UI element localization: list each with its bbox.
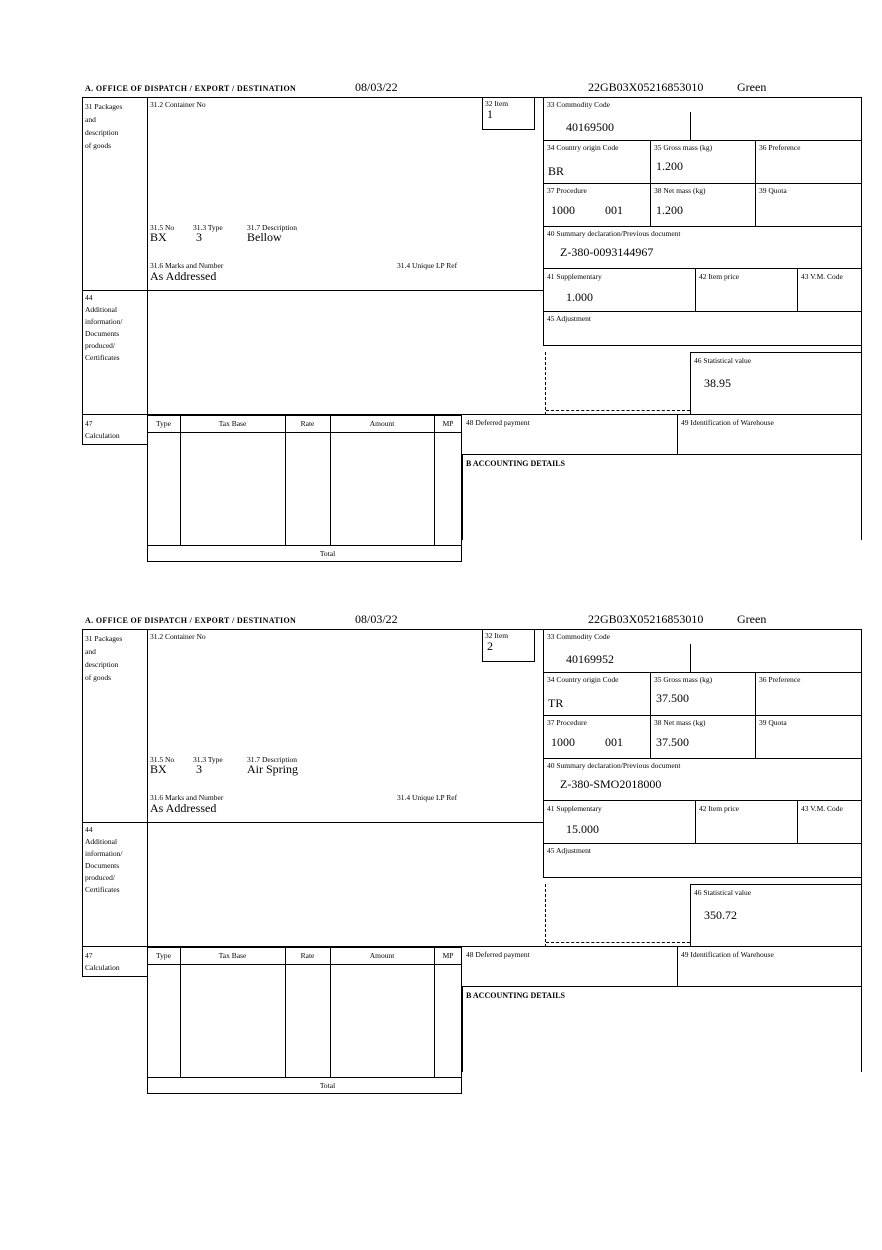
net-mass-label: 38 Net mass (kg) bbox=[654, 186, 706, 195]
package-type-value: 3 bbox=[196, 762, 202, 776]
rule-table-col bbox=[330, 947, 331, 1077]
box47-label-line: Calculation bbox=[85, 963, 120, 972]
marks-number-label: 31.6 Marks and Number bbox=[150, 261, 224, 270]
item-number-value: 1 bbox=[487, 107, 493, 121]
box31-label-line: 31 Packages bbox=[85, 102, 123, 111]
rule-left-column bbox=[147, 629, 148, 947]
gross-mass-label: 35 Gross mass (kg) bbox=[654, 675, 713, 684]
rule-table-header bbox=[147, 964, 462, 965]
unique-lp-ref-label: 31.4 Unique LP Ref bbox=[397, 793, 458, 802]
rule-left-column bbox=[147, 97, 148, 415]
box31-label-line: of goods bbox=[85, 673, 112, 682]
summary-declaration-value: Z-380-0093144967 bbox=[560, 245, 654, 259]
rule bbox=[543, 843, 862, 844]
country-origin-value: BR bbox=[548, 164, 565, 178]
rule-table-col bbox=[434, 947, 435, 1077]
description-label: 31.7 Description bbox=[247, 223, 297, 232]
col-header-mp: MP bbox=[442, 951, 454, 960]
col-header-rate: Rate bbox=[300, 951, 315, 960]
rule bbox=[650, 140, 651, 226]
package-type-value: 3 bbox=[196, 230, 202, 244]
vm-code-label: 43 V.M. Code bbox=[801, 804, 843, 813]
marks-value: As Addressed bbox=[150, 801, 217, 815]
warehouse-label: 49 Identification of Warehouse bbox=[681, 950, 774, 959]
box44-label-line: Certificates bbox=[85, 885, 120, 894]
packages-no-label: 31.5 No bbox=[150, 223, 175, 232]
accounting-details-label: B ACCOUNTING DETAILS bbox=[466, 991, 565, 1000]
statistical-value-label: 46 Statistical value bbox=[694, 888, 752, 897]
box44-label-line: 44 bbox=[85, 293, 93, 302]
adjustment-label: 45 Adjustment bbox=[547, 314, 591, 323]
box44-label-line: 44 bbox=[85, 825, 93, 834]
gross-mass-value: 37.500 bbox=[656, 691, 689, 705]
preference-label: 36 Preference bbox=[759, 675, 801, 684]
marks-value: As Addressed bbox=[150, 269, 217, 283]
box44-label-line: Certificates bbox=[85, 353, 120, 362]
supplementary-value: 15.000 bbox=[566, 822, 599, 836]
box31-label bbox=[85, 632, 143, 684]
rule-table-col bbox=[180, 947, 181, 1077]
gross-mass-value: 1.200 bbox=[656, 159, 683, 173]
box44-label-line: Documents bbox=[85, 329, 120, 338]
quota-label: 39 Quota bbox=[759, 186, 787, 195]
deferred-payment-label: 48 Deferred payment bbox=[466, 950, 530, 959]
item-price-label: 42 Item price bbox=[699, 804, 739, 813]
item-number-value: 2 bbox=[487, 639, 493, 653]
col-header-rate: Rate bbox=[300, 419, 315, 428]
container-no-label: 31.2 Container No bbox=[150, 632, 206, 641]
rule-dashed-vertical bbox=[545, 884, 546, 947]
rule bbox=[543, 183, 862, 184]
box47-label-line: Calculation bbox=[85, 431, 120, 440]
declaration-item-section-2 bbox=[0, 612, 882, 1094]
rule bbox=[543, 715, 862, 716]
statistical-value: 38.95 bbox=[704, 376, 731, 390]
calculation-table bbox=[147, 415, 462, 562]
box44-label-line: Additional bbox=[85, 837, 118, 846]
summary-declaration-value: Z-380-SMO2018000 bbox=[560, 777, 662, 791]
box31-label-line: of goods bbox=[85, 141, 112, 150]
box44-label-line: produced/ bbox=[85, 873, 115, 882]
box31-label-line: 31 Packages bbox=[85, 634, 123, 643]
rule bbox=[543, 140, 862, 141]
box44-label bbox=[85, 292, 143, 364]
summary-declaration-label: 40 Summary declaration/Previous document bbox=[547, 229, 681, 238]
warehouse-label: 49 Identification of Warehouse bbox=[681, 418, 774, 427]
net-mass-value: 37.500 bbox=[656, 735, 689, 749]
commodity-code-tick-rule bbox=[690, 112, 691, 140]
rule bbox=[543, 800, 862, 801]
packages-type-label: 31.3 Type bbox=[193, 755, 223, 764]
calculation-table bbox=[147, 947, 462, 1094]
commodity-code-value: 40169500 bbox=[566, 120, 614, 134]
box44-label-line: Documents bbox=[85, 861, 120, 870]
procedure-label: 37 Procedure bbox=[547, 186, 587, 195]
commodity-code-label: 33 Commodity Code bbox=[547, 632, 610, 641]
rule bbox=[797, 800, 798, 843]
item-price-label: 42 Item price bbox=[699, 272, 739, 281]
box44-label-line: produced/ bbox=[85, 341, 115, 350]
route-status: Green bbox=[737, 80, 767, 94]
rule bbox=[543, 226, 862, 227]
rule-dashed-vertical bbox=[545, 352, 546, 415]
rule bbox=[543, 672, 862, 673]
unique-lp-ref-label: 31.4 Unique LP Ref bbox=[397, 261, 458, 270]
box44-label-line: information/ bbox=[85, 317, 123, 326]
rule-table-footer bbox=[147, 545, 462, 546]
summary-declaration-label: 40 Summary declaration/Previous document bbox=[547, 761, 681, 770]
rule-mid-right bbox=[543, 97, 544, 345]
box47-label-line: 47 bbox=[85, 419, 93, 428]
office-of-dispatch-heading: A. OFFICE OF DISPATCH / EXPORT / DESTINATION bbox=[85, 616, 297, 625]
col-header-tax-base: Tax Base bbox=[218, 951, 247, 960]
col-header-amount: Amount bbox=[369, 951, 395, 960]
rule-mid-right bbox=[543, 629, 544, 877]
rule-table-col bbox=[180, 415, 181, 545]
dispatch-date: 08/03/22 bbox=[355, 612, 398, 626]
commodity-code-label: 33 Commodity Code bbox=[547, 100, 610, 109]
box31-label-line: description bbox=[85, 128, 119, 137]
rule bbox=[695, 800, 696, 843]
quota-label: 39 Quota bbox=[759, 718, 787, 727]
rule-table-header bbox=[147, 432, 462, 433]
country-origin-label: 34 Country origin Code bbox=[547, 143, 619, 152]
rule-table-col bbox=[285, 947, 286, 1077]
col-header-mp: MP bbox=[442, 419, 454, 428]
col-header-tax-base: Tax Base bbox=[218, 419, 247, 428]
rule bbox=[543, 758, 862, 759]
declaration-reference: 22GB03X05216853010 bbox=[588, 612, 704, 626]
box44-label-line: Additional bbox=[85, 305, 118, 314]
box31-label-line: and bbox=[85, 115, 96, 124]
procedure-value: 1000 bbox=[551, 735, 575, 749]
gross-mass-label: 35 Gross mass (kg) bbox=[654, 143, 713, 152]
accounting-details-label: B ACCOUNTING DETAILS bbox=[466, 459, 565, 468]
supplementary-label: 41 Supplementary bbox=[547, 804, 602, 813]
country-origin-label: 34 Country origin Code bbox=[547, 675, 619, 684]
supplementary-value: 1.000 bbox=[566, 290, 593, 304]
declaration-reference: 22GB03X05216853010 bbox=[588, 80, 704, 94]
procedure-extra-value: 001 bbox=[605, 203, 623, 217]
rule bbox=[755, 672, 756, 758]
rule bbox=[797, 268, 798, 311]
net-mass-value: 1.200 bbox=[656, 203, 683, 217]
net-mass-label: 38 Net mass (kg) bbox=[654, 718, 706, 727]
procedure-extra-value: 001 bbox=[605, 735, 623, 749]
col-header-amount: Amount bbox=[369, 419, 395, 428]
goods-description-value: Air Spring bbox=[247, 762, 298, 776]
total-label: Total bbox=[319, 549, 336, 558]
route-status: Green bbox=[737, 612, 767, 626]
preference-label: 36 Preference bbox=[759, 143, 801, 152]
goods-description-value: Bellow bbox=[247, 230, 282, 244]
package-code-value: BX bbox=[150, 762, 167, 776]
procedure-label: 37 Procedure bbox=[547, 718, 587, 727]
deferred-payment-label: 48 Deferred payment bbox=[466, 418, 530, 427]
adjustment-label: 45 Adjustment bbox=[547, 846, 591, 855]
rule-table-col bbox=[434, 415, 435, 545]
office-of-dispatch-heading: A. OFFICE OF DISPATCH / EXPORT / DESTINATION bbox=[85, 84, 297, 93]
vm-code-label: 43 V.M. Code bbox=[801, 272, 843, 281]
commodity-code-value: 40169952 bbox=[566, 652, 614, 666]
rule bbox=[543, 877, 862, 878]
marks-number-label: 31.6 Marks and Number bbox=[150, 793, 224, 802]
statistical-value: 350.72 bbox=[704, 908, 737, 922]
box44-label-line: information/ bbox=[85, 849, 123, 858]
box47-label-line: 47 bbox=[85, 951, 93, 960]
total-label: Total bbox=[319, 1081, 336, 1090]
rule-dashed-horizontal bbox=[546, 410, 690, 411]
box44-label bbox=[85, 824, 143, 896]
country-origin-value: TR bbox=[548, 696, 564, 710]
dispatch-date: 08/03/22 bbox=[355, 80, 398, 94]
rule bbox=[695, 268, 696, 311]
rule-31-44-separator bbox=[82, 290, 543, 291]
declaration-item-section-1 bbox=[0, 80, 882, 562]
rule-table-footer bbox=[147, 1077, 462, 1078]
box47-label bbox=[85, 418, 120, 442]
packages-type-label: 31.3 Type bbox=[193, 223, 223, 232]
statistical-value-label: 46 Statistical value bbox=[694, 356, 752, 365]
rule-31-44-separator bbox=[82, 822, 543, 823]
item-label: 32 Item bbox=[485, 631, 509, 640]
packages-no-label: 31.5 No bbox=[150, 755, 175, 764]
package-code-value: BX bbox=[150, 230, 167, 244]
rule bbox=[543, 311, 862, 312]
rule-dashed-horizontal bbox=[546, 942, 690, 943]
supplementary-label: 41 Supplementary bbox=[547, 272, 602, 281]
box31-label-line: description bbox=[85, 660, 119, 669]
item-label: 32 Item bbox=[485, 99, 509, 108]
container-no-label: 31.2 Container No bbox=[150, 100, 206, 109]
rule-table-col bbox=[285, 415, 286, 545]
rule bbox=[543, 345, 862, 346]
procedure-value: 1000 bbox=[551, 203, 575, 217]
box31-label bbox=[85, 100, 143, 152]
description-label: 31.7 Description bbox=[247, 755, 297, 764]
box31-label-line: and bbox=[85, 647, 96, 656]
rule bbox=[755, 140, 756, 226]
box47-label bbox=[85, 950, 120, 974]
col-header-type: Type bbox=[156, 419, 171, 428]
rule bbox=[650, 672, 651, 758]
rule-table-col bbox=[330, 415, 331, 545]
col-header-type: Type bbox=[156, 951, 171, 960]
commodity-code-tick-rule bbox=[690, 644, 691, 672]
rule bbox=[543, 268, 862, 269]
